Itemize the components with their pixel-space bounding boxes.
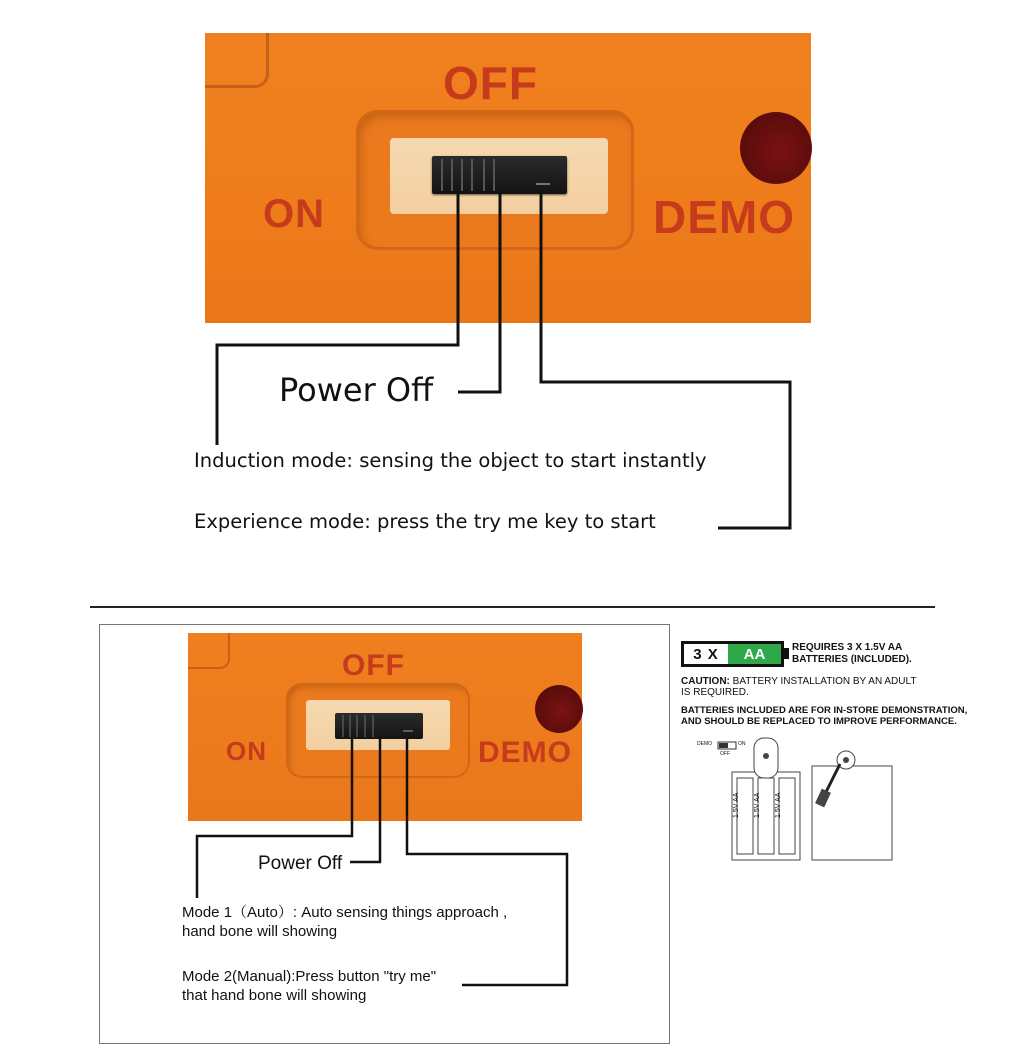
included-text — [681, 705, 967, 727]
label-demo: DEMO — [653, 191, 795, 243]
mode2-text — [182, 967, 436, 1005]
caution-line1: BATTERY INSTALLATION BY AN ADULT — [729, 676, 917, 687]
power-off-label-small: Power Off — [258, 853, 343, 874]
requires-line2: BATTERIES (INCLUDED). — [792, 654, 912, 665]
cell-label-1: 1.5V AA — [733, 792, 740, 818]
included-line1: BATTERIES INCLUDED ARE FOR IN-STORE DEMONSTRATION, — [681, 705, 968, 716]
power-off-label: Power Off — [279, 371, 434, 409]
label-off-small: OFF — [342, 649, 405, 682]
mode2-line2: that hand bone will showing — [182, 987, 367, 1004]
battery-lid-icon — [812, 766, 892, 860]
battery-type: AA — [728, 644, 781, 664]
mode2-line1: Mode 2(Manual):Press button "try me" — [182, 968, 437, 985]
diagram-demo-label: DEMO — [697, 741, 712, 747]
label-on-small: ON — [226, 736, 267, 766]
battery-badge — [681, 641, 784, 667]
caution-text — [681, 676, 916, 698]
caution-label: CAUTION: — [681, 676, 730, 687]
mode1-line2: hand bone will showing — [182, 923, 338, 940]
requires-text — [792, 642, 912, 666]
requires-line1: REQUIRES 3 X 1.5V AA — [792, 642, 903, 653]
callout-lines-bottom — [0, 600, 700, 1024]
mode1-text — [182, 903, 507, 941]
diagram-on-label: ON — [738, 741, 746, 747]
battery-count: 3 X — [693, 645, 719, 663]
label-on: ON — [263, 192, 325, 236]
cell-label-2: 1.5V AA — [754, 792, 761, 818]
cell-label-3: 1.5V AA — [775, 792, 782, 818]
label-off: OFF — [443, 57, 538, 109]
label-demo-small: DEMO — [478, 736, 572, 769]
included-line2: AND SHOULD BE REPLACED TO IMPROVE PERFORMANCE. — [681, 716, 957, 727]
mode1-line1: Mode 1（Auto）: Auto sensing things approach , — [182, 904, 508, 921]
caution-line2: IS REQUIRED. — [681, 687, 749, 698]
induction-mode-text: Induction mode: sensing the object to start instantly — [194, 449, 707, 472]
diagram-off-label: OFF — [720, 751, 730, 757]
battery-tip-icon — [784, 648, 789, 659]
experience-mode-text: Experience mode: press the try me key to start — [194, 510, 656, 533]
